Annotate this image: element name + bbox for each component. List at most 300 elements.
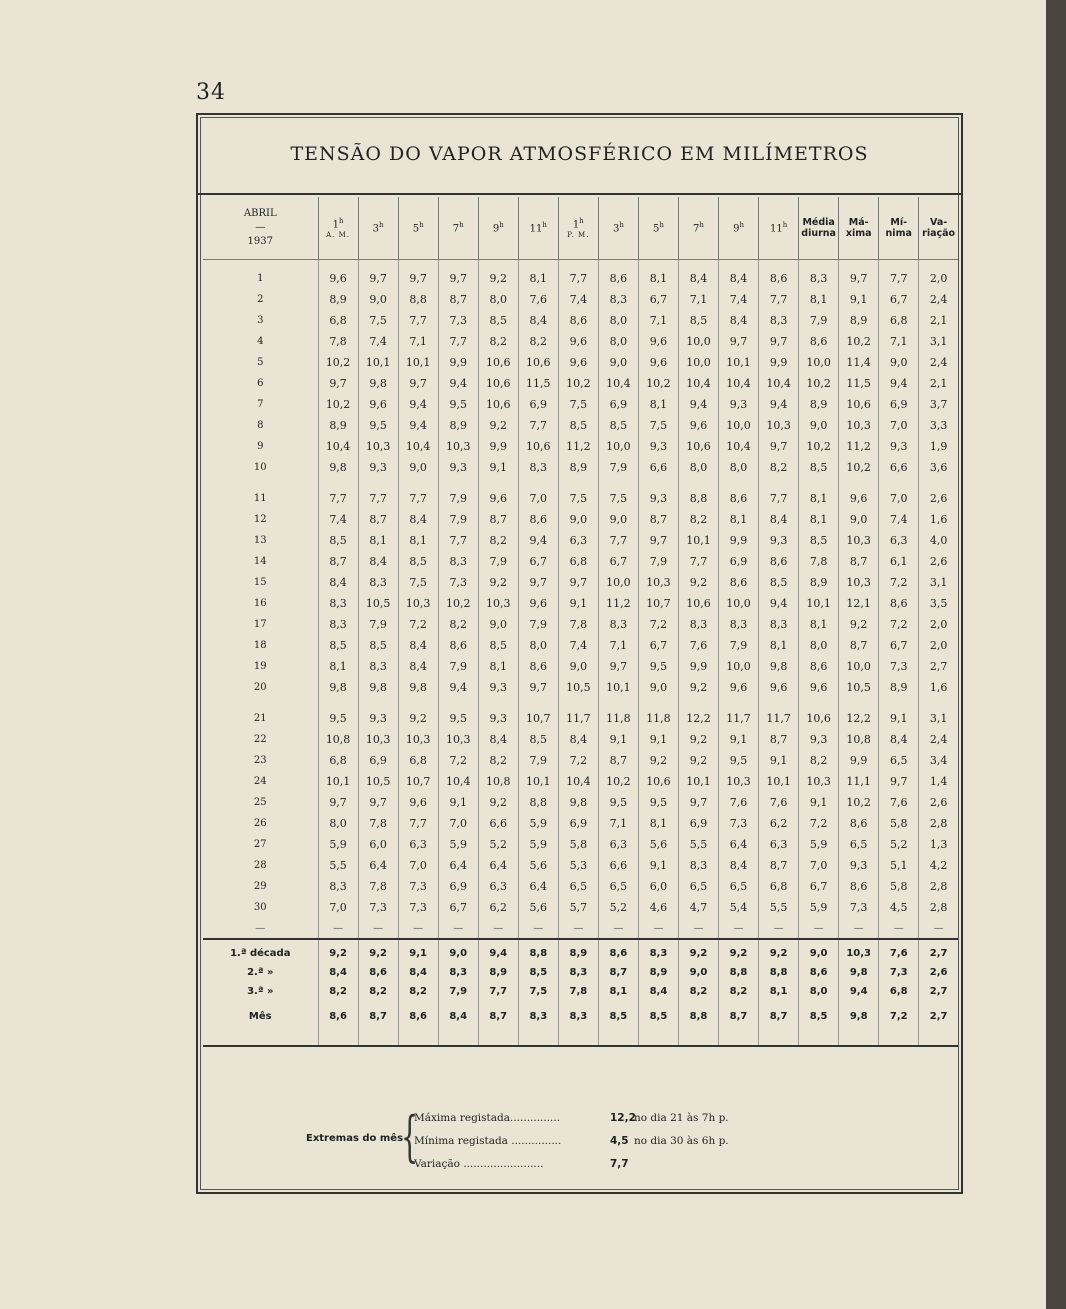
table-row bbox=[203, 352, 958, 373]
extreme-variation-row: Variação ........................ 7,7 bbox=[414, 1158, 629, 1170]
table-cell: 10,2 bbox=[799, 373, 839, 394]
table-cell: 7,9 bbox=[438, 982, 478, 1001]
table-cell: 7,5 bbox=[518, 982, 558, 1001]
table-cell: 9,6 bbox=[558, 352, 598, 373]
table-cell: 9,7 bbox=[719, 331, 759, 352]
table-cell: 8,2 bbox=[478, 750, 518, 771]
table-cell: 7,8 bbox=[558, 614, 598, 635]
table-cell: 7,7 bbox=[398, 488, 438, 509]
table-cell: 9,2 bbox=[318, 944, 358, 963]
table-cell: 7,5 bbox=[558, 488, 598, 509]
table-cell: 10,0 bbox=[719, 593, 759, 614]
row-label: 21 bbox=[253, 713, 267, 724]
table-cell: 8,4 bbox=[558, 729, 598, 750]
table-cell: 6,7 bbox=[598, 551, 638, 572]
table-cell: 6,2 bbox=[478, 897, 518, 918]
table-cell: 2,1 bbox=[919, 310, 958, 331]
table-cell: 9,0 bbox=[879, 352, 919, 373]
table-cell: 9,8 bbox=[558, 792, 598, 813]
table-cell: 6,8 bbox=[558, 551, 598, 572]
table-cell: 8,9 bbox=[558, 944, 598, 963]
table-cell: 9,5 bbox=[598, 792, 638, 813]
table-cell: 6,6 bbox=[478, 813, 518, 834]
table-cell: 9,6 bbox=[759, 677, 799, 698]
table-cell: 9,7 bbox=[438, 260, 478, 290]
table-cell: 9,6 bbox=[398, 792, 438, 813]
page-edge bbox=[1046, 0, 1066, 1309]
table-cell: 8,1 bbox=[759, 635, 799, 656]
table-cell: 7,9 bbox=[478, 551, 518, 572]
table-cell: 10,1 bbox=[719, 352, 759, 373]
table-cell: 9,2 bbox=[719, 944, 759, 963]
table-cell: 9,0 bbox=[799, 415, 839, 436]
table-cell: 9,2 bbox=[678, 944, 718, 963]
table-cell: 9,5 bbox=[719, 750, 759, 771]
dash-cell: — bbox=[879, 918, 919, 939]
table-cell: 8,5 bbox=[598, 1001, 638, 1031]
decade-summary-row bbox=[203, 982, 958, 1001]
decade-summary-row bbox=[203, 963, 958, 982]
table-cell: 9,6 bbox=[839, 488, 879, 509]
table-cell: 9,3 bbox=[879, 436, 919, 457]
table-cell: 10,3 bbox=[839, 944, 879, 963]
table-cell: 5,6 bbox=[518, 897, 558, 918]
dash-cell: — bbox=[398, 918, 438, 939]
table-cell: 2,6 bbox=[919, 551, 958, 572]
table-cell: 10,2 bbox=[638, 373, 678, 394]
header-5am: 5$^h$ bbox=[398, 197, 438, 260]
table-cell: 8,6 bbox=[598, 944, 638, 963]
table-cell: 8,7 bbox=[839, 635, 879, 656]
table-cell: 7,9 bbox=[518, 614, 558, 635]
table-cell: 6,8 bbox=[318, 750, 358, 771]
table-row bbox=[203, 551, 958, 572]
table-cell: 10,4 bbox=[398, 436, 438, 457]
table-cell: 6,3 bbox=[398, 834, 438, 855]
row-label: 15 bbox=[253, 577, 267, 588]
table-cell: 8,6 bbox=[799, 656, 839, 677]
table-cell: 8,9 bbox=[839, 310, 879, 331]
table-cell: 9,7 bbox=[558, 572, 598, 593]
table-cell: 7,9 bbox=[518, 750, 558, 771]
dash-cell: — bbox=[518, 918, 558, 939]
table-cell: 9,9 bbox=[478, 436, 518, 457]
table-cell: 10,4 bbox=[759, 373, 799, 394]
table-cell: 9,1 bbox=[478, 457, 518, 478]
table-cell: 1,9 bbox=[919, 436, 958, 457]
table-cell: 10,7 bbox=[518, 708, 558, 729]
table-cell: 8,0 bbox=[598, 331, 638, 352]
table-cell: 6,9 bbox=[719, 551, 759, 572]
table-cell: 9,5 bbox=[438, 708, 478, 729]
table-row bbox=[203, 488, 958, 509]
table-cell: 9,8 bbox=[318, 457, 358, 478]
table-cell: 8,5 bbox=[799, 530, 839, 551]
dash-row bbox=[203, 918, 958, 939]
table-cell: 2,8 bbox=[919, 813, 958, 834]
page-number: 34 bbox=[196, 80, 226, 105]
table-cell: 7,7 bbox=[478, 982, 518, 1001]
header-9pm: 9$^h$ bbox=[719, 197, 759, 260]
table-cell: 8,1 bbox=[518, 260, 558, 290]
table-cell: 8,8 bbox=[719, 963, 759, 982]
table-cell: 11,8 bbox=[638, 708, 678, 729]
table-cell: 11,5 bbox=[518, 373, 558, 394]
table-cell: 8,2 bbox=[358, 982, 398, 1001]
row-label: 30 bbox=[253, 902, 267, 913]
table-cell: 6,3 bbox=[598, 834, 638, 855]
table-cell: 8,6 bbox=[318, 1001, 358, 1031]
table-cell: 7,7 bbox=[518, 415, 558, 436]
table-cell: 9,2 bbox=[678, 750, 718, 771]
table-cell: 8,3 bbox=[558, 1001, 598, 1031]
table-cell: 8,4 bbox=[678, 260, 718, 290]
table-cell: 10,5 bbox=[358, 771, 398, 792]
table-cell: 8,3 bbox=[318, 593, 358, 614]
table-cell: 7,2 bbox=[799, 813, 839, 834]
table-cell: 8,5 bbox=[518, 963, 558, 982]
table-cell: 5,5 bbox=[678, 834, 718, 855]
table-cell: 8,0 bbox=[678, 457, 718, 478]
table-cell: 7,3 bbox=[438, 572, 478, 593]
table-cell: 8,3 bbox=[759, 310, 799, 331]
table-row bbox=[203, 729, 958, 750]
table-cell: 8,1 bbox=[478, 656, 518, 677]
table-cell: 8,3 bbox=[759, 614, 799, 635]
table-cell: 1,6 bbox=[919, 509, 958, 530]
table-cell: 6,5 bbox=[839, 834, 879, 855]
table-cell: 10,4 bbox=[558, 771, 598, 792]
table-cell: 8,6 bbox=[719, 572, 759, 593]
table-cell: 9,6 bbox=[638, 352, 678, 373]
table-cell: 8,4 bbox=[719, 260, 759, 290]
table-cell: 8,4 bbox=[358, 551, 398, 572]
table-cell: 8,0 bbox=[799, 982, 839, 1001]
table-cell: 3,1 bbox=[919, 708, 958, 729]
table-cell: 7,7 bbox=[678, 551, 718, 572]
table-cell: 5,9 bbox=[438, 834, 478, 855]
table-cell: 8,6 bbox=[879, 593, 919, 614]
table-cell: 7,9 bbox=[719, 635, 759, 656]
header-1am: 1$^h$ A. M. bbox=[318, 197, 358, 260]
table-cell: 3,5 bbox=[919, 593, 958, 614]
table-cell: 10,2 bbox=[839, 792, 879, 813]
table-cell: 6,4 bbox=[438, 855, 478, 876]
table-cell: 9,3 bbox=[638, 436, 678, 457]
table-cell: 7,3 bbox=[358, 897, 398, 918]
table-cell: 10,1 bbox=[759, 771, 799, 792]
table-cell: 8,6 bbox=[518, 509, 558, 530]
table-cell: 5,9 bbox=[799, 834, 839, 855]
table-cell: 7,5 bbox=[638, 415, 678, 436]
table-cell: 8,3 bbox=[518, 457, 558, 478]
table-row bbox=[203, 750, 958, 771]
table-cell: 9,8 bbox=[839, 963, 879, 982]
table-cell: 8,7 bbox=[638, 509, 678, 530]
table-cell: 10,3 bbox=[438, 436, 478, 457]
table-cell: 7,1 bbox=[598, 813, 638, 834]
table-cell: 10,3 bbox=[799, 771, 839, 792]
table-cell: 9,3 bbox=[799, 729, 839, 750]
table-cell: 10,6 bbox=[518, 436, 558, 457]
table-cell: 8,5 bbox=[678, 310, 718, 331]
row-label: 29 bbox=[253, 881, 267, 892]
table-cell: 4,2 bbox=[919, 855, 958, 876]
table-cell: 7,6 bbox=[759, 792, 799, 813]
extreme-max-row: Máxima registada............... 12,2 no dia 21 às 7h p. bbox=[414, 1112, 729, 1124]
table-cell: 8,3 bbox=[598, 289, 638, 310]
table-cell: 6,6 bbox=[879, 457, 919, 478]
table-cell: 9,1 bbox=[558, 593, 598, 614]
table-cell: 9,2 bbox=[678, 677, 718, 698]
table-cell: 8,5 bbox=[598, 415, 638, 436]
row-label: 1 bbox=[257, 273, 264, 284]
table-cell: 5,5 bbox=[318, 855, 358, 876]
table-cell: 8,4 bbox=[518, 310, 558, 331]
table-cell: 9,2 bbox=[398, 708, 438, 729]
table-cell: 8,4 bbox=[478, 729, 518, 750]
table-cell: 10,4 bbox=[678, 373, 718, 394]
table-cell: 8,9 bbox=[799, 572, 839, 593]
table-row bbox=[203, 708, 958, 729]
row-label: Mês bbox=[248, 1010, 272, 1022]
table-cell: 10,1 bbox=[799, 593, 839, 614]
table-cell: 8,9 bbox=[318, 415, 358, 436]
table-cell: 10,5 bbox=[358, 593, 398, 614]
table-cell: 8,7 bbox=[438, 289, 478, 310]
table-cell: 8,8 bbox=[678, 1001, 718, 1031]
table-cell: 9,2 bbox=[759, 944, 799, 963]
table-cell: 7,9 bbox=[438, 488, 478, 509]
table-cell: 8,1 bbox=[358, 530, 398, 551]
row-label: 10 bbox=[253, 462, 267, 473]
dash-cell: — bbox=[318, 918, 358, 939]
table-cell: 8,4 bbox=[398, 963, 438, 982]
dash-cell: — bbox=[759, 918, 799, 939]
table-cell: 2,0 bbox=[919, 635, 958, 656]
table-cell: 6,4 bbox=[358, 855, 398, 876]
header-minima: Mí- nima bbox=[879, 197, 919, 260]
table-cell: 8,9 bbox=[879, 677, 919, 698]
table-cell: 6,9 bbox=[438, 876, 478, 897]
table-cell: 9,2 bbox=[478, 260, 518, 290]
table-cell: 9,7 bbox=[358, 260, 398, 290]
table-cell: 9,0 bbox=[598, 352, 638, 373]
dash-cell: — bbox=[358, 918, 398, 939]
table-row bbox=[203, 415, 958, 436]
table-cell: 2,7 bbox=[919, 1001, 958, 1031]
table-cell: 11,5 bbox=[839, 373, 879, 394]
table-cell: 7,1 bbox=[638, 310, 678, 331]
dash-cell: — bbox=[255, 922, 266, 934]
table-row bbox=[203, 855, 958, 876]
table-cell: 9,0 bbox=[839, 509, 879, 530]
table-cell: 6,3 bbox=[478, 876, 518, 897]
table-cell: 10,0 bbox=[598, 572, 638, 593]
table-cell: 11,2 bbox=[598, 593, 638, 614]
table-cell: 8,6 bbox=[438, 635, 478, 656]
table-row bbox=[203, 530, 958, 551]
table-cell: 7,4 bbox=[358, 331, 398, 352]
row-label: 8 bbox=[257, 420, 264, 431]
table-cell: 5,2 bbox=[598, 897, 638, 918]
table-cell: 7,8 bbox=[358, 876, 398, 897]
table-cell: 8,6 bbox=[799, 331, 839, 352]
table-cell: 8,3 bbox=[318, 876, 358, 897]
table-cell: 8,3 bbox=[518, 1001, 558, 1031]
table-cell: 10,1 bbox=[518, 771, 558, 792]
table-cell: 7,7 bbox=[759, 289, 799, 310]
dash-cell: — bbox=[438, 918, 478, 939]
table-cell: 8,7 bbox=[759, 729, 799, 750]
table-title: TENSÃO DO VAPOR ATMOSFÉRICO EM MILÍMETROS bbox=[290, 143, 869, 165]
table-cell: 8,1 bbox=[799, 488, 839, 509]
table-cell: 9,4 bbox=[398, 394, 438, 415]
table-cell: 8,1 bbox=[598, 982, 638, 1001]
table-cell: 8,0 bbox=[478, 289, 518, 310]
table-cell: 8,7 bbox=[759, 855, 799, 876]
table-cell: 9,0 bbox=[598, 509, 638, 530]
table-cell: 8,8 bbox=[398, 289, 438, 310]
table-cell: 8,1 bbox=[638, 813, 678, 834]
brace-icon: { bbox=[401, 1105, 419, 1168]
row-label: 22 bbox=[253, 734, 267, 745]
row-label: 7 bbox=[257, 399, 264, 410]
table-cell: 7,6 bbox=[719, 792, 759, 813]
table-cell: 8,9 bbox=[478, 963, 518, 982]
table-cell: 7,7 bbox=[398, 813, 438, 834]
table-row bbox=[203, 677, 958, 698]
row-label: 23 bbox=[253, 755, 267, 766]
table-cell: 10,3 bbox=[478, 593, 518, 614]
table-cell: 7,3 bbox=[719, 813, 759, 834]
dash-cell: — bbox=[598, 918, 638, 939]
table-cell: 6,8 bbox=[879, 982, 919, 1001]
table-cell: 9,5 bbox=[438, 394, 478, 415]
table-cell: 6,5 bbox=[678, 876, 718, 897]
table-cell: 9,1 bbox=[598, 729, 638, 750]
table-cell: 8,2 bbox=[799, 750, 839, 771]
table-row bbox=[203, 834, 958, 855]
dash-cell: — bbox=[478, 918, 518, 939]
table-cell: 10,3 bbox=[839, 530, 879, 551]
table-cell: 9,6 bbox=[638, 331, 678, 352]
table-cell: 6,7 bbox=[518, 551, 558, 572]
table-cell: 11,7 bbox=[558, 708, 598, 729]
table-cell: 6,9 bbox=[678, 813, 718, 834]
header-month: ABRIL — 1937 bbox=[203, 197, 318, 260]
table-cell: 7,3 bbox=[879, 656, 919, 677]
table-row bbox=[203, 792, 958, 813]
table-cell: 6,9 bbox=[518, 394, 558, 415]
table-cell: 10,8 bbox=[318, 729, 358, 750]
table-cell: 10,8 bbox=[839, 729, 879, 750]
table-cell: 7,4 bbox=[719, 289, 759, 310]
table-cell: 8,9 bbox=[438, 415, 478, 436]
table-row bbox=[203, 436, 958, 457]
table-cell: 10,1 bbox=[598, 677, 638, 698]
table-cell: 7,8 bbox=[358, 813, 398, 834]
table-cell: 8,6 bbox=[518, 656, 558, 677]
table-cell: 2,7 bbox=[919, 656, 958, 677]
table-cell: 9,4 bbox=[678, 394, 718, 415]
table-cell: 10,6 bbox=[678, 436, 718, 457]
table-cell: 12,2 bbox=[678, 708, 718, 729]
table-cell: 3,7 bbox=[919, 394, 958, 415]
table-cell: 8,0 bbox=[318, 813, 358, 834]
table-cell: 7,3 bbox=[438, 310, 478, 331]
table-cell: 2,4 bbox=[919, 729, 958, 750]
table-cell: 2,7 bbox=[919, 982, 958, 1001]
table-cell: 4,5 bbox=[879, 897, 919, 918]
table-cell: 6,6 bbox=[638, 457, 678, 478]
table-cell: 8,7 bbox=[759, 1001, 799, 1031]
table-cell: 8,5 bbox=[799, 457, 839, 478]
table-cell: 6,7 bbox=[638, 289, 678, 310]
table-cell: 10,0 bbox=[678, 331, 718, 352]
table-cell: 8,4 bbox=[759, 509, 799, 530]
table-cell: 10,6 bbox=[638, 771, 678, 792]
table-cell: 2,0 bbox=[919, 260, 958, 290]
table-cell: 7,3 bbox=[879, 963, 919, 982]
table-cell: 8,9 bbox=[558, 457, 598, 478]
table-cell: 9,4 bbox=[478, 944, 518, 963]
table-cell: 10,6 bbox=[478, 394, 518, 415]
table-cell: 10,3 bbox=[358, 436, 398, 457]
table-cell: 12,1 bbox=[839, 593, 879, 614]
table-cell: 9,3 bbox=[438, 457, 478, 478]
table-cell: 9,6 bbox=[318, 260, 358, 290]
table-cell: 2,6 bbox=[919, 792, 958, 813]
table-row bbox=[203, 813, 958, 834]
table-cell: 9,3 bbox=[839, 855, 879, 876]
table-cell: 6,7 bbox=[799, 876, 839, 897]
table-cell: 6,2 bbox=[759, 813, 799, 834]
table-cell: 6,4 bbox=[518, 876, 558, 897]
header-variacao: Va- riação bbox=[919, 197, 958, 260]
row-label: 14 bbox=[253, 556, 267, 567]
table-cell: 7,4 bbox=[558, 289, 598, 310]
table-cell: 7,0 bbox=[318, 897, 358, 918]
table-cell: 8,7 bbox=[598, 963, 638, 982]
table-cell: 8,8 bbox=[518, 944, 558, 963]
table-cell: 10,0 bbox=[719, 656, 759, 677]
table-cell: 7,7 bbox=[759, 488, 799, 509]
table-cell: 8,2 bbox=[518, 331, 558, 352]
table-cell: 10,0 bbox=[839, 656, 879, 677]
table-cell: 9,3 bbox=[358, 457, 398, 478]
dash-cell: — bbox=[678, 918, 718, 939]
row-label: 2 bbox=[257, 294, 264, 305]
table-cell: 8,0 bbox=[719, 457, 759, 478]
table-cell: 9,7 bbox=[678, 792, 718, 813]
table-cell: 4,7 bbox=[678, 897, 718, 918]
table-cell: 7,2 bbox=[638, 614, 678, 635]
table-cell: 7,6 bbox=[879, 792, 919, 813]
table-cell: 6,0 bbox=[638, 876, 678, 897]
table-cell: 7,3 bbox=[398, 897, 438, 918]
table-cell: 8,6 bbox=[558, 310, 598, 331]
header-3pm: 3$^h$ bbox=[598, 197, 638, 260]
table-cell: 7,7 bbox=[318, 488, 358, 509]
table-cell: 8,3 bbox=[719, 614, 759, 635]
table-cell: 10,3 bbox=[398, 729, 438, 750]
table-cell: 10,4 bbox=[598, 373, 638, 394]
table-cell: 9,9 bbox=[678, 656, 718, 677]
row-label: 2.ª » bbox=[247, 967, 274, 978]
table-cell: 10,0 bbox=[678, 352, 718, 373]
table-cell: 10,1 bbox=[678, 771, 718, 792]
